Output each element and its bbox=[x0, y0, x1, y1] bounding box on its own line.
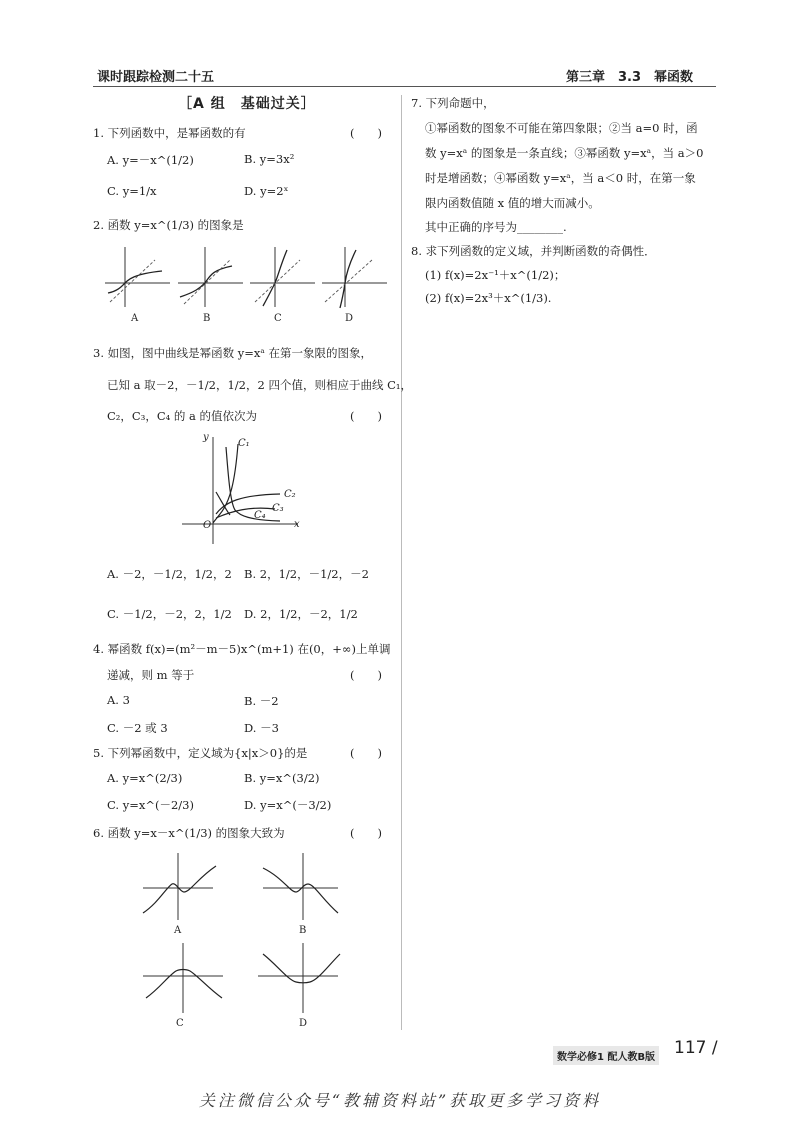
q5-paren: ( ) bbox=[350, 746, 382, 760]
q4-paren: ( ) bbox=[350, 668, 382, 682]
q5-option-b: B. y=x^(3/2) bbox=[244, 771, 320, 785]
q2-graph-c bbox=[250, 247, 315, 307]
q7-stem: 7. 下列命题中， bbox=[411, 96, 495, 110]
q3-option-b: B. 2，1/2，－1/2，－2 bbox=[244, 567, 369, 581]
q4-option-b: B. －2 bbox=[244, 694, 279, 708]
q5-option-c: C. y=x^(－2/3) bbox=[107, 798, 194, 812]
q6-graph-b bbox=[263, 853, 338, 920]
q5-stem: 5. 下列幂函数中，定义域为{x|x＞0}的是 bbox=[93, 746, 308, 760]
q2-graph-b bbox=[178, 247, 243, 307]
q4-option-d: D. －3 bbox=[244, 721, 279, 735]
q3-option-a: A. －2，－1/2，1/2，2 bbox=[107, 567, 232, 581]
q1-option-c: C. y=1/x bbox=[107, 184, 157, 198]
q2-graph-b-label: B bbox=[203, 313, 211, 324]
footer-page-number: 117 / bbox=[674, 1038, 718, 1058]
q7-line-1: ①幂函数的图象不可能在第四象限；②当 a=0 时，函 bbox=[425, 121, 698, 135]
q2-stem: 2. 函数 y=x^(1/3) 的图象是 bbox=[93, 218, 244, 232]
q6-graphs bbox=[138, 848, 348, 1023]
q5-option-d: D. y=x^(－3/2) bbox=[244, 798, 332, 812]
q1-option-d: D. y=2ˣ bbox=[244, 184, 289, 198]
q3-stem-line2: 已知 a 取－2，－1/2，1/2，2 四个值，则相应于曲线 C₁， bbox=[107, 378, 413, 392]
q6-graph-d-label: D bbox=[299, 1018, 308, 1029]
q3-label-c4: C₄ bbox=[254, 510, 266, 521]
footer-watermark: 关注微信公众号“教辅资料站”获取更多学习资料 bbox=[198, 1091, 602, 1110]
q6-stem: 6. 函数 y=x－x^(1/3) 的图象大致为 bbox=[93, 826, 285, 840]
header-right-title: 第三章 3.3 幂函数 bbox=[566, 70, 694, 85]
q6-paren: ( ) bbox=[350, 826, 382, 840]
q1-stem: 1. 下列函数中，是幂函数的有 bbox=[93, 126, 246, 140]
q7-answer-blank: 其中正确的序号为________. bbox=[425, 220, 567, 234]
q1-option-b: B. y=3x² bbox=[244, 152, 295, 166]
q3-label-o: O bbox=[203, 520, 212, 531]
footer-book-title: 数学必修1 配人教B版 bbox=[553, 1046, 659, 1065]
q3-curve-c2 bbox=[216, 494, 280, 514]
q4-stem-line2: 递减，则 m 等于 bbox=[107, 668, 195, 682]
q3-label-c3: C₃ bbox=[272, 503, 284, 514]
q8-part-2: (2) f(x)=2x³＋x^(1/3). bbox=[425, 291, 552, 305]
q8-stem: 8. 求下列函数的定义域，并判断函数的奇偶性． bbox=[411, 244, 656, 258]
q3-paren: ( ) bbox=[350, 409, 382, 423]
q2-graph-a bbox=[105, 247, 170, 307]
section-title: ［A 组 基础过关］ bbox=[178, 96, 316, 112]
q3-label-x: x bbox=[294, 519, 300, 530]
q2-graphs bbox=[100, 242, 390, 314]
q3-label-c2: C₂ bbox=[284, 489, 296, 500]
q6-graph-a-label: A bbox=[174, 925, 182, 936]
q7-line-4: 限内函数值随 x 值的增大而减小。 bbox=[425, 196, 600, 210]
q3-label-c1: C₁ bbox=[238, 438, 250, 449]
q8-part-1: (1) f(x)=2x⁻¹＋x^(1/2)； bbox=[425, 268, 566, 282]
q4-stem-line1: 4. 幂函数 f(x)=(m²－m－5)x^(m+1) 在(0，+∞)上单调 bbox=[93, 642, 391, 656]
header-rule bbox=[93, 86, 716, 87]
q7-line-3: 时是增函数；④幂函数 y=xᵃ，当 a＜0 时，在第一象 bbox=[425, 171, 696, 185]
q6-graph-c bbox=[143, 943, 223, 1013]
q2-graph-d-label: D bbox=[345, 313, 354, 324]
q4-option-a: A. 3 bbox=[107, 693, 130, 707]
q1-option-a: A. y=－x^(1/2) bbox=[107, 153, 194, 167]
q3-label-y: y bbox=[203, 432, 209, 443]
q2-graph-d bbox=[322, 247, 387, 308]
q3-option-d: D. 2，1/2，－2，1/2 bbox=[244, 607, 358, 621]
q6-graph-b-label: B bbox=[299, 925, 307, 936]
q6-graph-d bbox=[258, 943, 340, 1013]
q4-option-c: C. －2 或 3 bbox=[107, 721, 168, 735]
q5-option-a: A. y=x^(2/3) bbox=[107, 771, 183, 785]
q6-graph-a bbox=[143, 853, 216, 920]
column-divider bbox=[401, 95, 402, 1030]
q2-graph-a-label: A bbox=[131, 313, 139, 324]
header-left-title: 课时跟踪检测二十五 bbox=[97, 70, 215, 85]
q7-line-2: 数 y=xᵃ 的图象是一条直线；③幂函数 y=xᵃ，当 a＞0 bbox=[425, 146, 704, 160]
q6-graph-c-label: C bbox=[176, 1018, 184, 1029]
q3-stem-line3: C₂，C₃，C₄ 的 a 的值依次为 bbox=[107, 409, 258, 423]
q1-paren: ( ) bbox=[350, 126, 382, 140]
q3-stem-line1: 3. 如图，图中曲线是幂函数 y=xᵃ 在第一象限的图象， bbox=[93, 346, 372, 360]
q3-option-c: C. －1/2，－2，2，1/2 bbox=[107, 607, 232, 621]
q2-graph-c-label: C bbox=[274, 313, 282, 324]
